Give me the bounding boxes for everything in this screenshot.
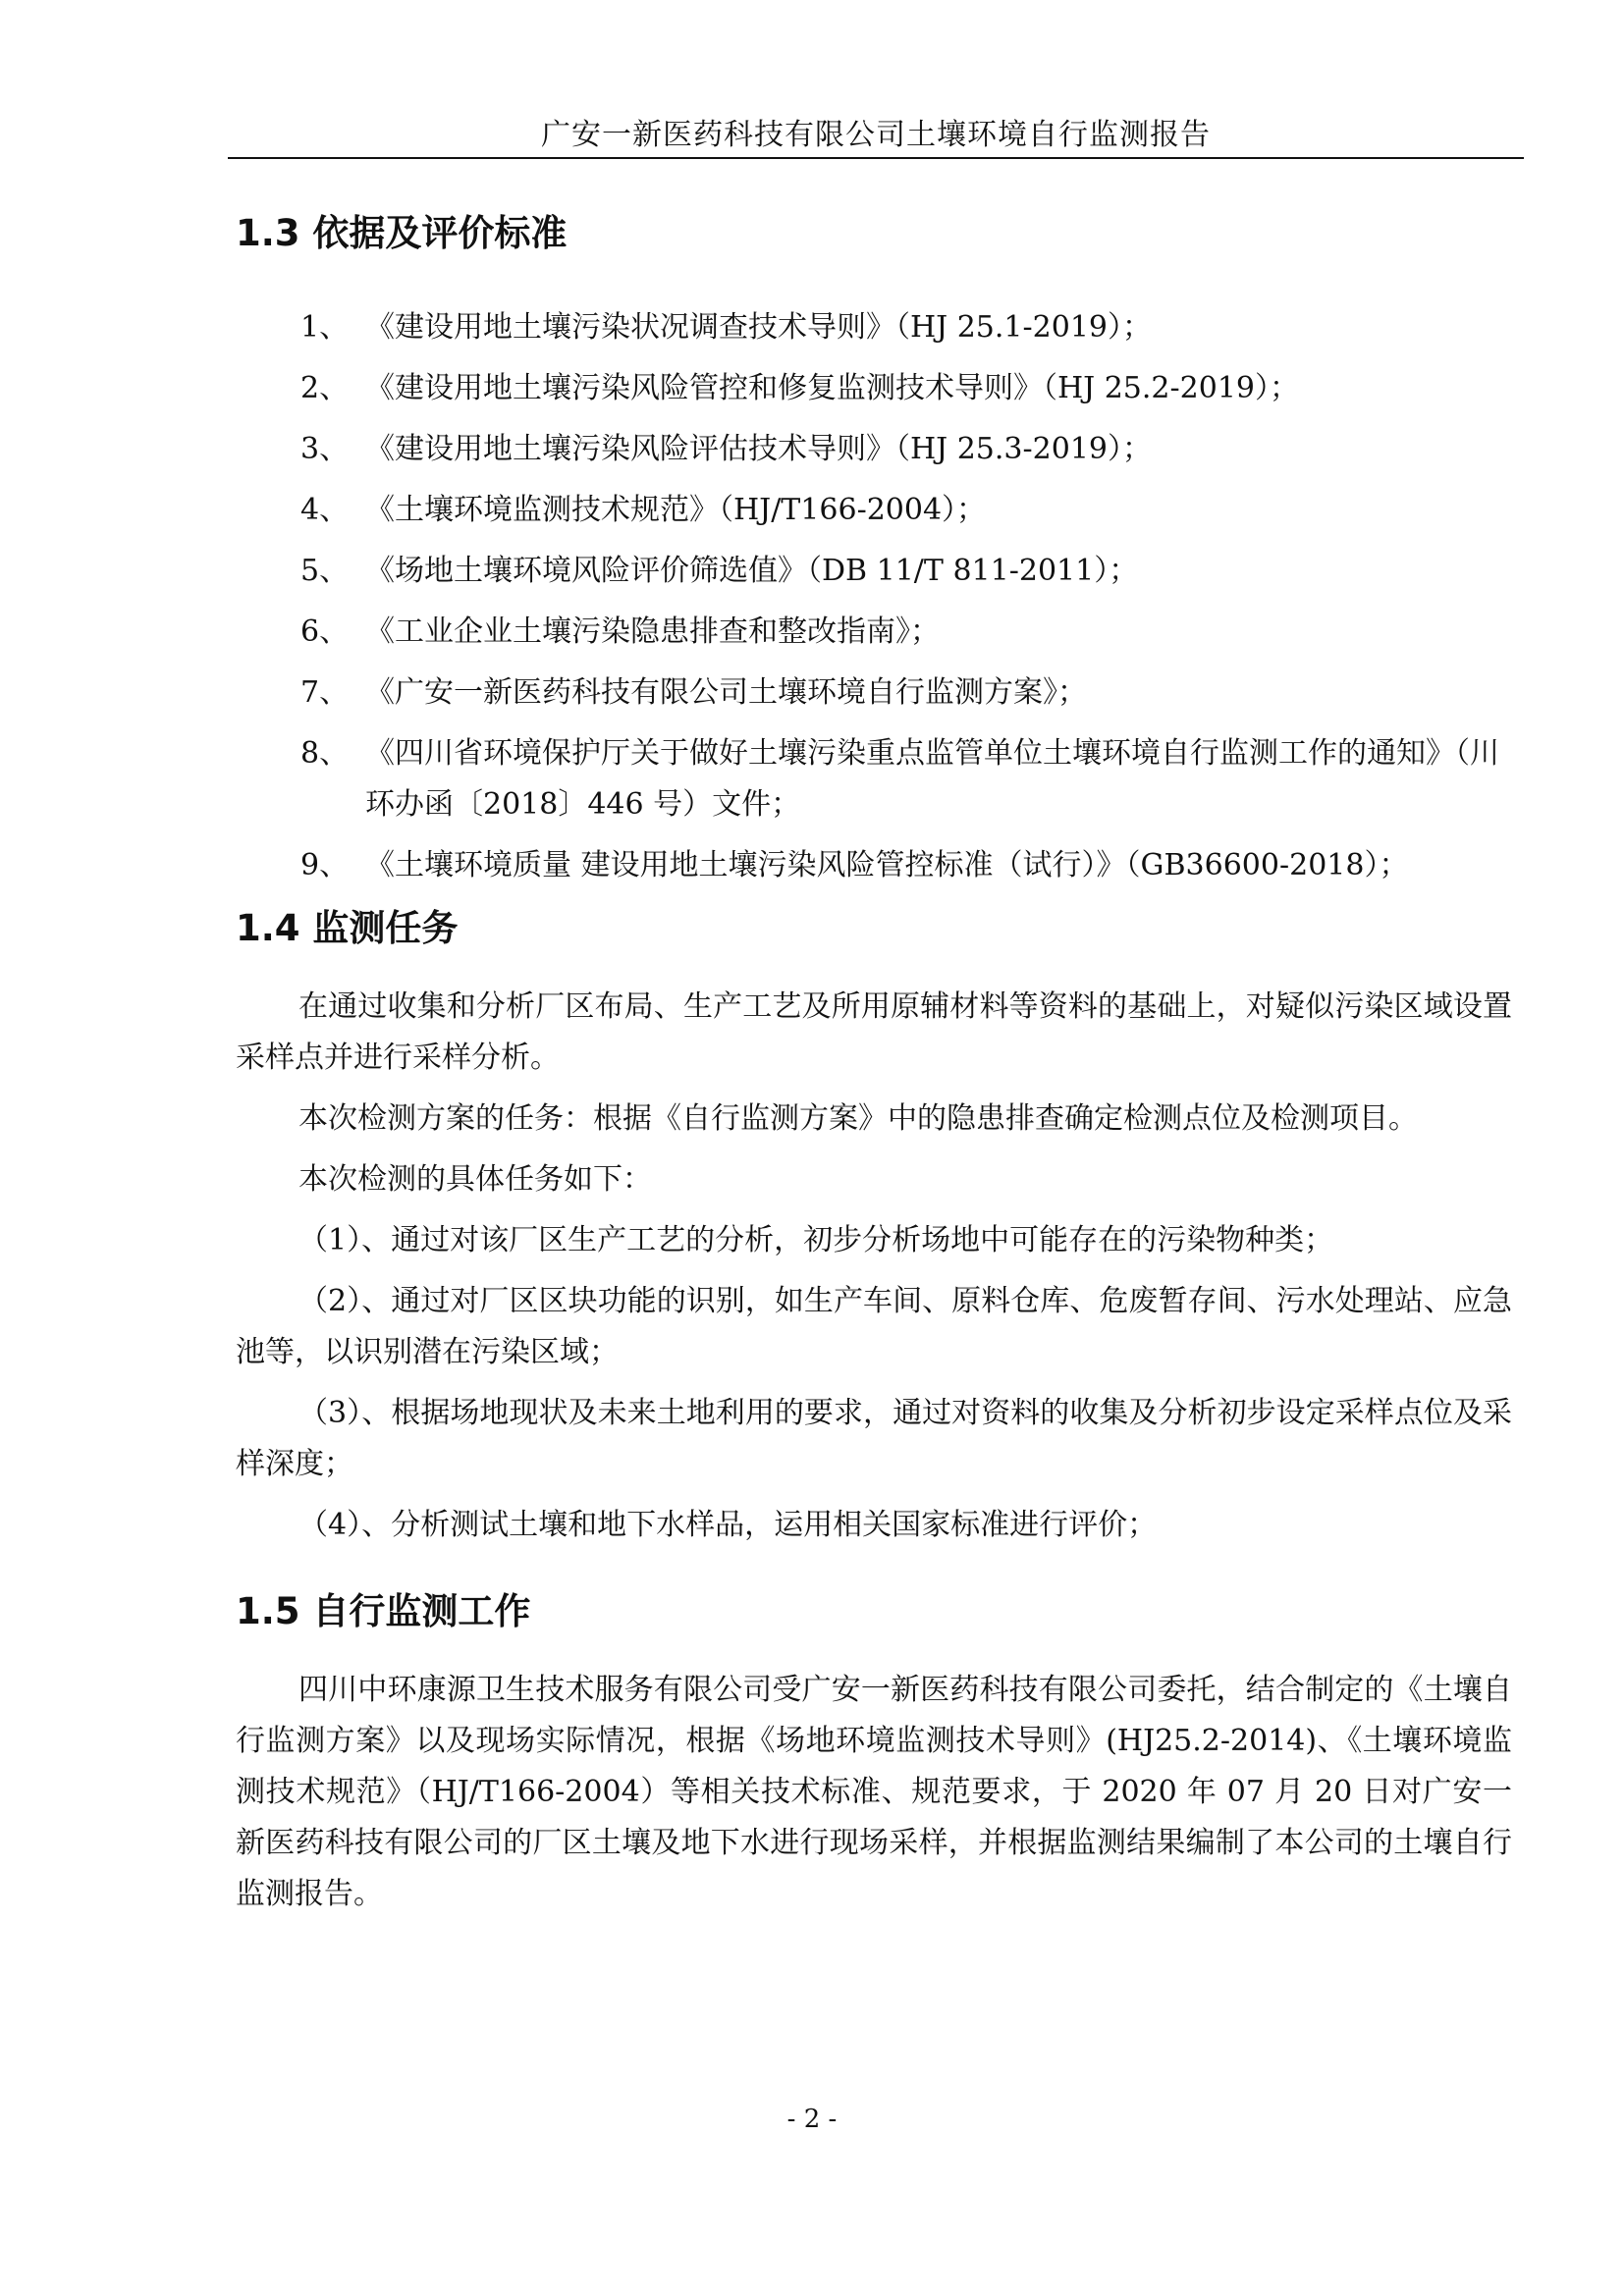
page-number: - 2 -: [786, 2105, 838, 2134]
page-content: [236, 206, 1512, 1930]
paragraph: 本次检测方案的任务：根据《自行监测方案》中的隐患排查确定检测点位及检测项目。: [298, 1101, 1418, 1136]
item-number: 6、: [300, 614, 350, 649]
standard-item-8: [300, 728, 1512, 830]
task-item-4: （4）、分析测试土壤和地下水样品，运用相关国家标准进行评价；: [298, 1508, 1158, 1542]
header-divider: [228, 157, 1524, 159]
item-text: 《建设用地土壤污染状况调查技术导则》（HJ 25.1-2019）；: [365, 310, 1153, 345]
paragraph: 本次检测的具体任务如下：: [298, 1162, 652, 1197]
section-title-1-5: 1.5 自行监测工作: [236, 1590, 531, 1632]
item-text: 《广安一新医药科技有限公司土壤环境自行监测方案》；: [365, 675, 1087, 710]
monitoring-task-body: [236, 982, 1512, 1551]
standard-item-7: [300, 667, 1512, 719]
standard-item-5: [300, 546, 1512, 597]
section-title-1-4: 1.4 监测任务: [236, 907, 459, 949]
task-item-1: （1）、通过对该厂区生产工艺的分析，初步分析场地中可能存在的污染物种类；: [298, 1223, 1334, 1257]
task-item-3: （3）、根据场地现状及未来土地利用的要求，通过对资料的收集及分析初步设定采样点位及采样深度；: [236, 1396, 1512, 1481]
item-text: 《场地土壤环境风险评价筛选值》（DB 11/T 811-2011）；: [365, 554, 1139, 588]
item-number: 9、: [300, 848, 350, 882]
item-text: 《建设用地土壤污染风险管控和修复监测技术导则》（HJ 25.2-2019）；: [365, 371, 1300, 405]
standard-item-1: [300, 302, 1512, 353]
item-number: 2、: [300, 371, 350, 405]
standard-item-4: [300, 485, 1512, 536]
standard-item-6: [300, 607, 1512, 658]
item-number: 3、: [300, 432, 350, 466]
item-text: 《四川省环境保护厅关于做好土壤污染重点监管单位土壤环境自行监测工作的通知》（川环办函〔2018〕446 号）文件；: [365, 736, 1499, 822]
item-text: 《土壤环境监测技术规范》（HJ/T166-2004）；: [365, 493, 987, 527]
item-number: 5、: [300, 554, 350, 588]
self-monitoring-body: [236, 1665, 1512, 1920]
standard-item-9: [300, 840, 1512, 891]
item-text: 《建设用地土壤污染风险评估技术导则》（HJ 25.3-2019）；: [365, 432, 1153, 466]
standards-list: [236, 302, 1512, 891]
section-title-1-3: 1.3 依据及评价标准: [236, 212, 568, 254]
item-number: 7、: [300, 675, 350, 710]
item-text: 《土壤环境质量 建设用地土壤污染风险管控标准（试行）》（GB36600-2018）；: [365, 848, 1409, 882]
item-number: 8、: [300, 736, 350, 771]
item-number: 4、: [300, 493, 350, 527]
standard-item-2: [300, 363, 1512, 414]
item-text: 《工业企业土壤污染隐患排查和整改指南》；: [365, 614, 940, 649]
standard-item-3: [300, 424, 1512, 475]
task-item-2: （2）、通过对厂区区块功能的识别，如生产车间、原料仓库、危废暂存间、污水处理站、应急池等，以识别潜在污染区域；: [236, 1284, 1512, 1369]
paragraph: 四川中环康源卫生技术服务有限公司受广安一新医药科技有限公司委托，结合制定的《土壤自行监测方案》以及现场实际情况，根据《场地环境监测技术导则》(HJ25.2-2014)、《土壤环境监测技术规范》（HJ/T166-2004）等相关技术标准、规范要求，于 2020 年 07 月 20 日对广安一新医药科技有限公司的厂区土壤及地下水进行现场采样，并根据监测结果编制了本公司的土壤自行监测报告。: [236, 1673, 1512, 1911]
paragraph: 在通过收集和分析厂区布局、生产工艺及所用原辅材料等资料的基础上，对疑似污染区域设置采样点并进行采样分析。: [236, 989, 1512, 1075]
running-header: 广安一新医药科技有限公司土壤环境自行监测报告: [541, 118, 1211, 152]
item-number: 1、: [300, 310, 350, 345]
